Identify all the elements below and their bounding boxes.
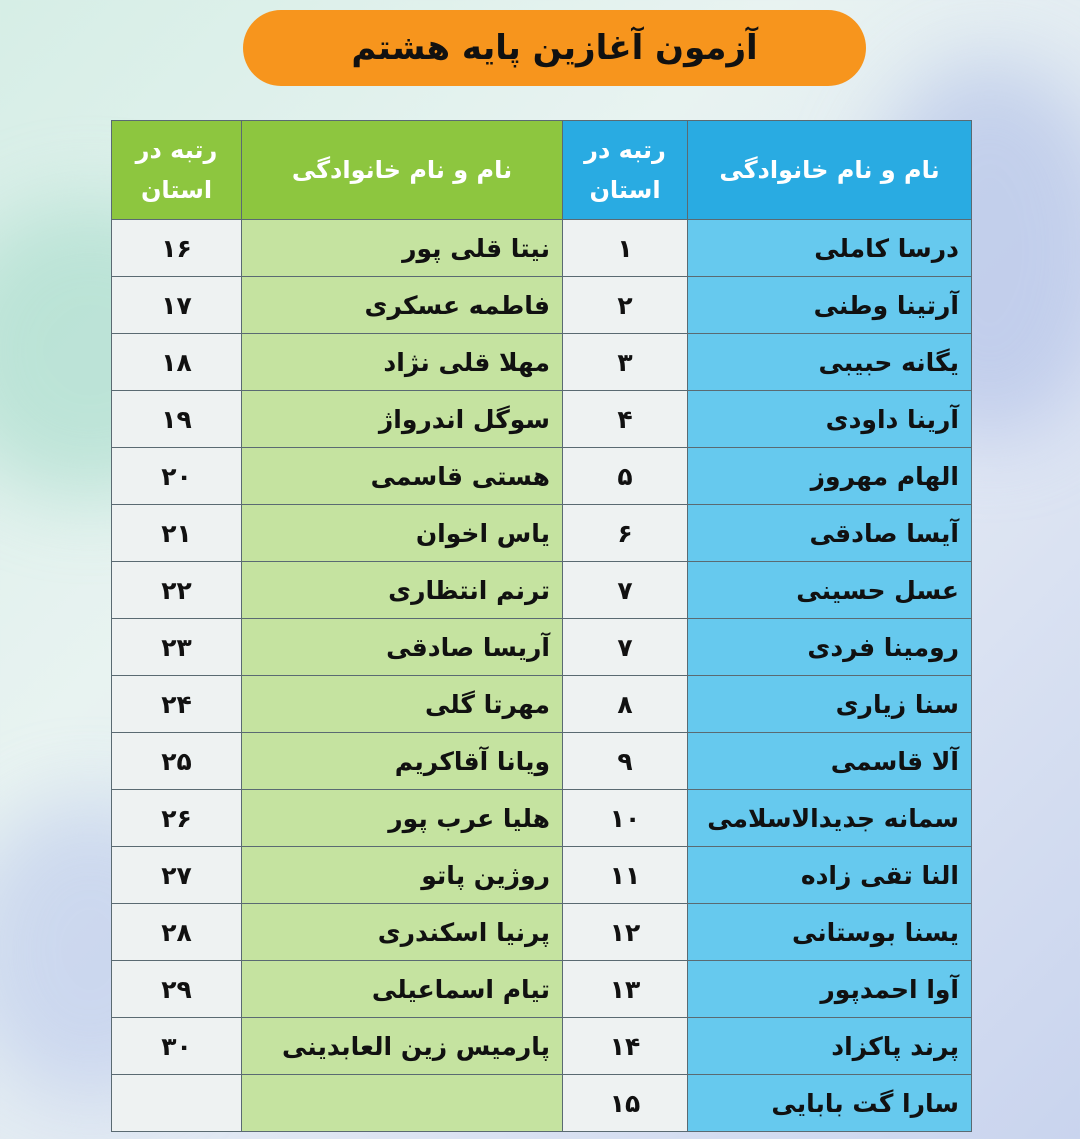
table-row xyxy=(112,904,972,961)
province-rank: ۱۵ xyxy=(563,1075,688,1132)
student-name: یاس اخوان xyxy=(242,505,563,562)
province-rank: ۱۱ xyxy=(563,847,688,904)
table-row xyxy=(112,391,972,448)
student-name: پرند پاکزاد xyxy=(688,1018,972,1075)
province-rank: ۲۵ xyxy=(112,733,242,790)
province-rank: ۸ xyxy=(563,676,688,733)
student-name: سنا زیاری xyxy=(688,676,972,733)
table-row xyxy=(112,676,972,733)
table-row xyxy=(112,277,972,334)
province-rank: ۱۴ xyxy=(563,1018,688,1075)
student-name: هستی قاسمی xyxy=(242,448,563,505)
table-row xyxy=(112,505,972,562)
student-name: رومینا فردی xyxy=(688,619,972,676)
province-rank: ۴ xyxy=(563,391,688,448)
province-rank: ۱۶ xyxy=(112,220,242,277)
table-row xyxy=(112,448,972,505)
province-rank: ۲۹ xyxy=(112,961,242,1018)
student-name: هلیا عرب پور xyxy=(242,790,563,847)
province-rank: ۹ xyxy=(563,733,688,790)
student-name: آلا قاسمی xyxy=(688,733,972,790)
table-row xyxy=(112,790,972,847)
table-row xyxy=(112,733,972,790)
table-row xyxy=(112,847,972,904)
table-row xyxy=(112,220,972,277)
student-name: پارمیس زین العابدینی xyxy=(242,1018,563,1075)
student-name: مهلا قلی نژاد xyxy=(242,334,563,391)
student-name: درسا کاملی xyxy=(688,220,972,277)
student-name: آرتینا وطنی xyxy=(688,277,972,334)
student-name: مهرتا گلی xyxy=(242,676,563,733)
student-name: پرنیا اسکندری xyxy=(242,904,563,961)
province-rank: ۲۷ xyxy=(112,847,242,904)
student-name: یگانه حبیبی xyxy=(688,334,972,391)
province-rank: ۷ xyxy=(563,562,688,619)
province-rank: ۱۳ xyxy=(563,961,688,1018)
province-rank: ۲۴ xyxy=(112,676,242,733)
student-name: الهام مهروز xyxy=(688,448,972,505)
table-row xyxy=(112,1018,972,1075)
student-name: النا تقی زاده xyxy=(688,847,972,904)
student-name xyxy=(242,1075,563,1132)
student-name: ترنم انتظاری xyxy=(242,562,563,619)
province-rank: ۱۹ xyxy=(112,391,242,448)
province-rank: ۳۰ xyxy=(112,1018,242,1075)
student-name: سارا گت بابایی xyxy=(688,1075,972,1132)
student-name: سمانه جدیدالاسلامی xyxy=(688,790,972,847)
province-rank: ۶ xyxy=(563,505,688,562)
table-row xyxy=(112,1075,972,1132)
header-rank: رتبه در استان xyxy=(563,121,688,220)
province-rank: ۲۰ xyxy=(112,448,242,505)
student-name: نیتا قلی پور xyxy=(242,220,563,277)
student-name: آریسا صادقی xyxy=(242,619,563,676)
province-rank xyxy=(112,1075,242,1132)
province-rank: ۲۶ xyxy=(112,790,242,847)
province-rank: ۱۲ xyxy=(563,904,688,961)
table-row xyxy=(112,619,972,676)
province-rank: ۱۷ xyxy=(112,277,242,334)
table-header-row xyxy=(112,121,972,220)
province-rank: ۲۱ xyxy=(112,505,242,562)
student-name: روژین پاتو xyxy=(242,847,563,904)
province-rank: ۲۲ xyxy=(112,562,242,619)
province-rank: ۱ xyxy=(563,220,688,277)
student-name: یسنا بوستانی xyxy=(688,904,972,961)
table-row xyxy=(112,334,972,391)
student-name: آیسا صادقی xyxy=(688,505,972,562)
student-name: تیام اسماعیلی xyxy=(242,961,563,1018)
student-name: فاطمه عسکری xyxy=(242,277,563,334)
province-rank: ۷ xyxy=(563,619,688,676)
province-rank: ۱۰ xyxy=(563,790,688,847)
table-row xyxy=(112,562,972,619)
province-rank: ۲۳ xyxy=(112,619,242,676)
page-title: آزمون آغازین پایه هشتم xyxy=(351,28,758,68)
student-name: عسل حسینی xyxy=(688,562,972,619)
province-rank: ۲ xyxy=(563,277,688,334)
student-name: ویانا آقاکریم xyxy=(242,733,563,790)
province-rank: ۳ xyxy=(563,334,688,391)
province-rank: ۲۸ xyxy=(112,904,242,961)
header-rank: رتبه در استان xyxy=(112,121,242,220)
province-rank: ۱۸ xyxy=(112,334,242,391)
title-banner xyxy=(243,10,866,86)
student-name: آرینا داودی xyxy=(688,391,972,448)
header-name: نام و نام خانوادگی xyxy=(688,121,972,220)
rankings-table xyxy=(111,120,972,1132)
header-name: نام و نام خانوادگی xyxy=(242,121,563,220)
table-row xyxy=(112,961,972,1018)
student-name: سوگل اندرواژ xyxy=(242,391,563,448)
province-rank: ۵ xyxy=(563,448,688,505)
student-name: آوا احمدپور xyxy=(688,961,972,1018)
